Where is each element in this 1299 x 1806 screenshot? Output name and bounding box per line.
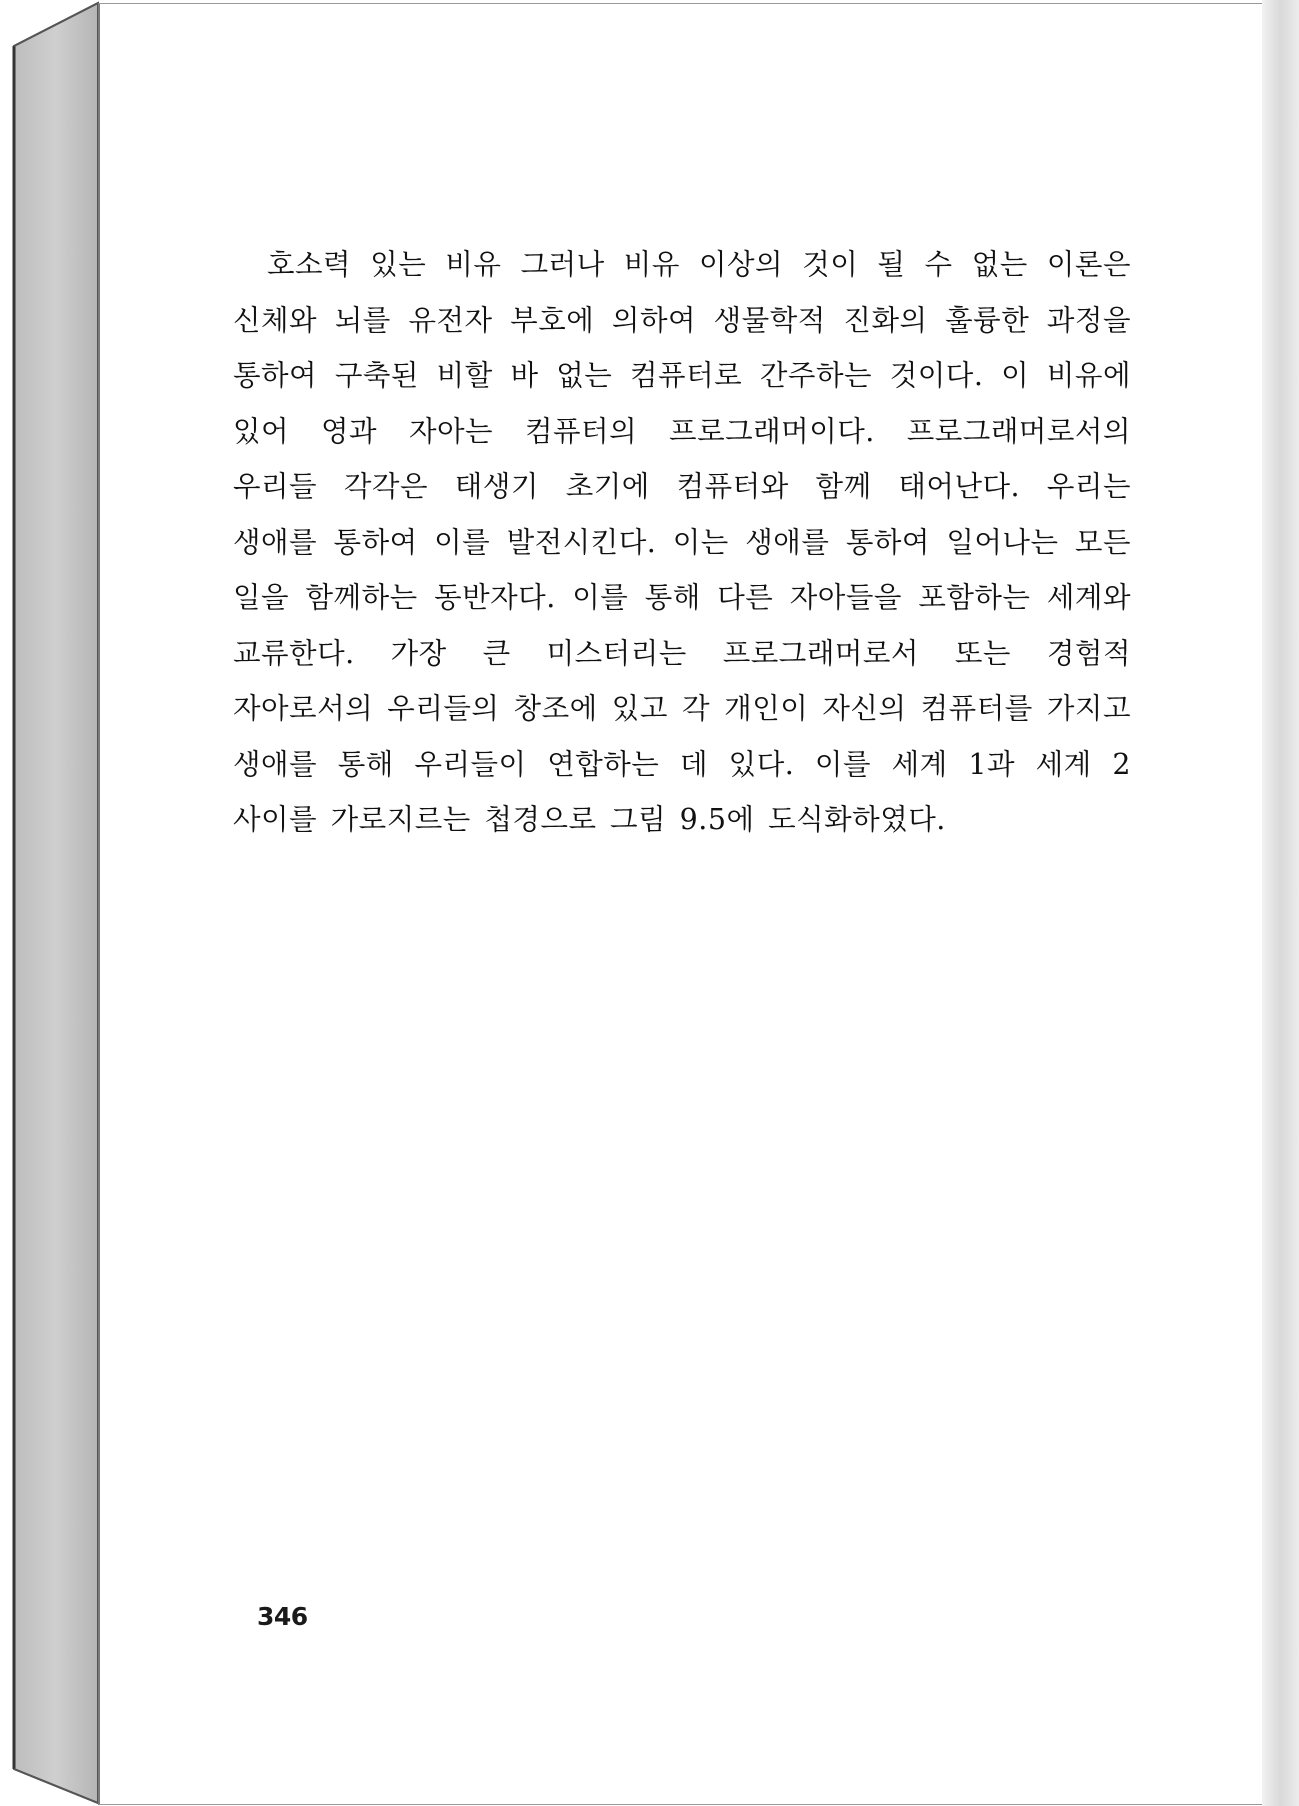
page-number: 346 <box>257 1602 308 1631</box>
page-shadow <box>1262 0 1299 1806</box>
body-paragraph: 호소력 있는 비유 그러나 비유 이상의 것이 될 수 없는 이론은 신체와 뇌를 유전자 부호에 의하여 생물학적 진화의 훌륭한 과정을 통하여 구축된 비할 바 없는 컴퓨터로 간주하는 것이다. 이 비유에 있어 영과 자아는 컴퓨터의 프로그래머이다. 프로그래머로서의 우리들 각각은 태생기 초기에 컴퓨터와 함께 태어난다. 우리는 생애를 통하여 이를 발전시킨다. 이는 생애를 통하여 일어나는 모든 일을 함께하는 동반자다. 이를 통해 다른 자아들을 포함하는 세계와 교류한다. 가장 큰 미스터리는 프로그래머로서 또는 경험적 자아로서의 우리들의 창조에 있고 각 개인이 자신의 컴퓨터를 가지고 생애를 통해 우리들이 연합하는 데 있다. 이를 세계 1과 세계 2 사이를 가로지르는 첩경으로 그림 9.5에 도식화하였다. <box>233 248 1131 836</box>
